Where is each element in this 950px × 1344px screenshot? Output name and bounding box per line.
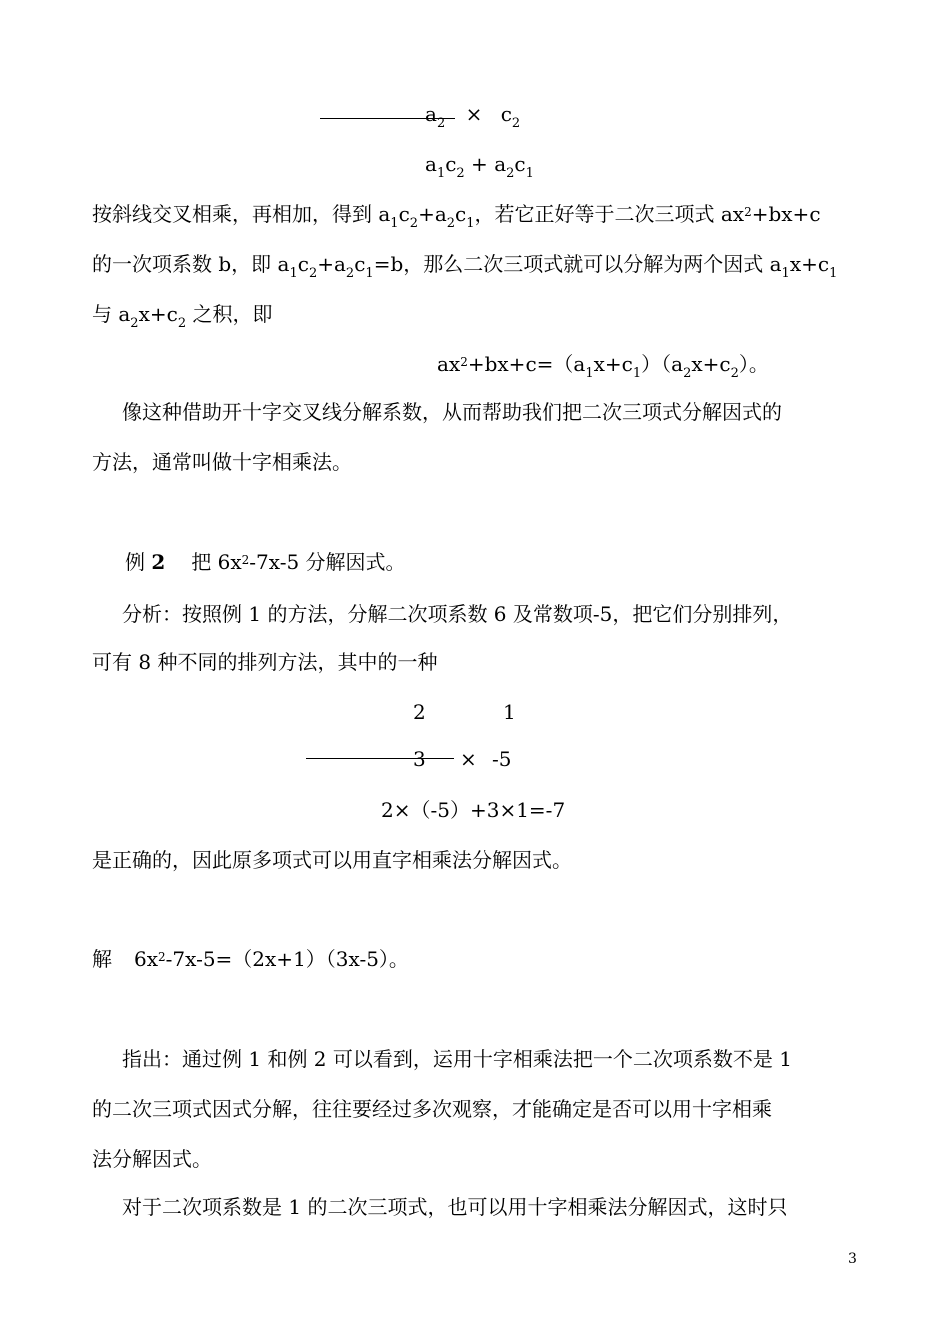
diagram2-cross-sign: × [460, 747, 477, 771]
cross-line-2 [306, 758, 454, 759]
note-line3: 法分解因式。 [92, 1147, 212, 1171]
note-line2: 的二次三项式因式分解，往往要经过多次观察，才能确定是否可以用十字相乘 [92, 1097, 772, 1121]
para1-line2: 的一次项系数 b，即 $a_1c_2+a_2c_1=b$，那么二次三项式就可以分解为两个因式 $a_1x+c_1$ [92, 252, 838, 281]
diagram2-row2-left: 3 [413, 747, 426, 771]
diagram2-row2-right: -5 [492, 747, 512, 771]
para3-line1: 对于二次项系数是 1 的二次三项式，也可以用十字相乘法分解因式，这时只 [122, 1195, 788, 1219]
para1-line1: 按斜线交叉相乘，再相加，得到 $a_1c_2+a_2c_1$，若它正好等于二次三项式 $ax^2+bx+c$ [92, 202, 821, 231]
analysis-line1: 分析：按照例 1 的方法，分解二次项系数 6 及常数项-5，把它们分别排列， [122, 602, 793, 626]
conclusion-line: 是正确的，因此原多项式可以用直字相乘法分解因式。 [92, 848, 572, 872]
para2-line1: 像这种借助开十字交叉线分解系数，从而帮助我们把二次三项式分解因式的 [122, 400, 782, 424]
cross-sign: × [465, 102, 483, 126]
factor-formula: $ax^2+bx+c=(a_1x+c_1)(a_2x+c_2)$。 [437, 352, 769, 381]
diagram1-row2: $a_2 \times c_2$ [425, 102, 521, 131]
diagram2-row1-left: 2 [413, 700, 426, 724]
diagram2-result: 2×（-5）+3×1=-7 [381, 798, 566, 822]
analysis-line2: 可有 8 种不同的排列方法，其中的一种 [92, 650, 438, 674]
diagram1-row3: $a_1c_2 + a_2c_1$ [425, 152, 534, 181]
diagram2-row1-right: 1 [503, 700, 516, 724]
example2-heading: 例 2 把 $6x^2-7x-5$ 分解因式。 [125, 550, 406, 574]
page-number: 3 [848, 1251, 857, 1267]
note-line1: 指出：通过例 1 和例 2 可以看到，运用十字相乘法把一个二次项系数不是 1 [122, 1047, 792, 1071]
para1-line3: 与 $a_2x+c_2$ 之积，即 [92, 302, 273, 331]
para2-line2: 方法，通常叫做十字相乘法。 [92, 450, 352, 474]
solution-line: 解 $6x^2-7x-5=(2x+1)(3x-5)$。 [92, 947, 409, 971]
